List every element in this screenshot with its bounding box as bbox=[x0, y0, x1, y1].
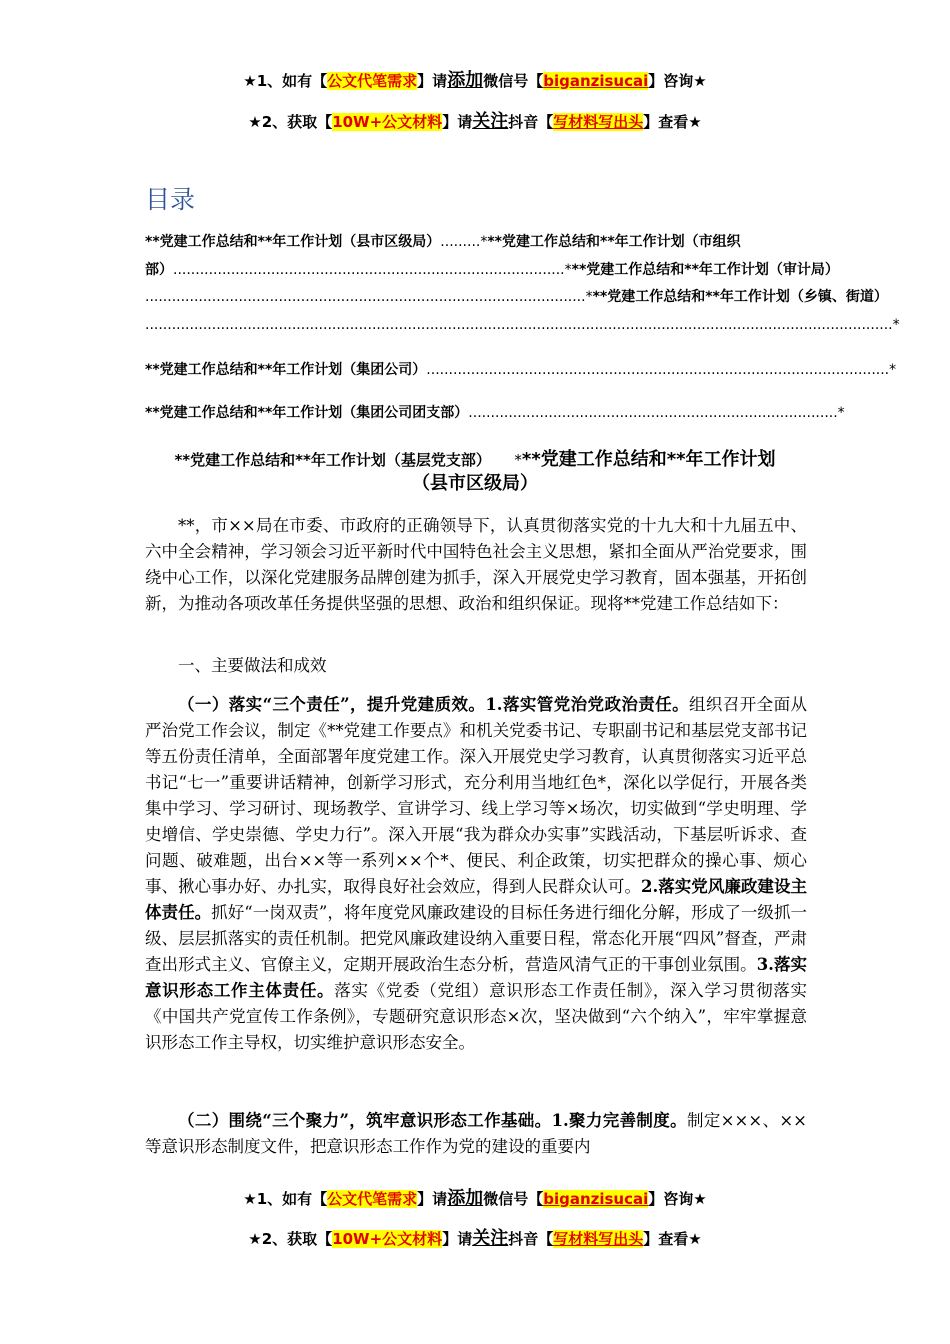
toc-leader: ........................................................................................................................................................................ bbox=[145, 317, 893, 333]
toc-entry-text: **党建工作总结和**年工作计划（集团公司团支部） bbox=[145, 405, 469, 421]
section-heading: 一、主要做法和成效 bbox=[178, 656, 327, 675]
toc-entry[interactable] bbox=[145, 260, 845, 280]
banner-text: 】咨询★ bbox=[648, 1190, 707, 1208]
banner-emphasis: 添加 bbox=[447, 1188, 484, 1209]
toc-leader: ................................................................................... bbox=[468, 405, 838, 421]
banner-text: 抖音【 bbox=[508, 1230, 554, 1248]
toc-entry-text: **党建工作总结和**年工作计划（审计局） bbox=[571, 262, 839, 278]
toc-entry-text: **党建工作总结和**年工作计划（集团公司） bbox=[145, 362, 427, 378]
bold-lead: （二）围绕“三个聚力”，筑牢意识形态工作基础。1.聚力完善制度。 bbox=[178, 1111, 687, 1130]
document-heading bbox=[145, 448, 805, 472]
intro-paragraph: **，市××局在市委、市政府的正确领导下，认真贯彻落实党的十九大和十九届五中、六中全会精神，学习领会习近平新时代中国特色社会主义思想，紧扣全面从严治党要求，围绕中心工作，以深化党建服务品牌创建为抓手，深入开展党史学习教育，固本强基，开拓创新，为推动各项改革任务提供坚强的思想、政治和组织保证。现将**党建工作总结如下： bbox=[145, 516, 807, 613]
toc-entry[interactable] bbox=[145, 232, 845, 252]
toc-entry-text: 部） bbox=[145, 262, 173, 278]
banner-highlight: 10W+公文材料 bbox=[332, 113, 443, 131]
banner-text: ★2、获取【 bbox=[248, 1230, 333, 1248]
page-title: **党建工作总结和**年工作计划 bbox=[521, 449, 776, 470]
banner-text: 】咨询★ bbox=[648, 72, 707, 90]
toc-page: * bbox=[585, 289, 593, 305]
toc-leader: ........................................................................................................ bbox=[426, 362, 890, 378]
page-subtitle: （县市区级局） bbox=[412, 473, 538, 494]
banner-line-2 bbox=[0, 111, 950, 133]
banner-text: 】请 bbox=[442, 1230, 473, 1248]
toc-entry-text: **党建工作总结和**年工作计划（乡镇、街道） bbox=[592, 289, 888, 305]
banner-emphasis: 关注 bbox=[472, 1228, 509, 1249]
banner-text: 】查看★ bbox=[643, 113, 702, 131]
wechat-id-highlight: biganzisucai bbox=[543, 72, 649, 90]
toc-page: * bbox=[837, 405, 845, 421]
toc-leader: ........................................................................................ bbox=[173, 262, 565, 278]
toc-leader: ......... bbox=[440, 234, 481, 250]
body-paragraph bbox=[145, 1108, 807, 1160]
banner-text: 】请 bbox=[417, 1190, 448, 1208]
toc-entry[interactable] bbox=[145, 315, 900, 335]
wechat-id-highlight: biganzisucai bbox=[543, 1190, 649, 1208]
paragraph-text: 落实《党委（党组）意识形态工作责任制》，深入学习贯彻落实《中国共产党宣传工作条例》，专题研究意识形态×次，坚决做到“六个纳入”，牢牢掌握意识形态工作主导权，切实维护意识形态安全。 bbox=[145, 981, 808, 1052]
banner-text: 】请 bbox=[442, 113, 473, 131]
toc-entry-text: **党建工作总结和**年工作计划（市组织 bbox=[487, 234, 741, 250]
toc-entry-text: **党建工作总结和**年工作计划（县市区级局） bbox=[145, 234, 441, 250]
bold-lead: 3.落实意识形态工作主体责任。 bbox=[145, 955, 807, 1000]
banner-text: ★2、获取【 bbox=[248, 113, 333, 131]
toc-entry[interactable] bbox=[145, 403, 845, 423]
banner-text: 微信号【 bbox=[483, 1190, 544, 1208]
douyin-id-highlight: 写材料写出头 bbox=[553, 1230, 644, 1248]
banner-emphasis: 添加 bbox=[447, 70, 484, 91]
banner-text: ★1、如有【 bbox=[243, 72, 328, 90]
toc-page: * bbox=[889, 362, 897, 378]
toc-entry[interactable] bbox=[145, 360, 897, 380]
banner-highlight: 公文代笔需求 bbox=[327, 72, 418, 90]
banner-text: 微信号【 bbox=[483, 72, 544, 90]
banner-text: ★1、如有【 bbox=[243, 1190, 328, 1208]
banner-highlight: 10W+公文材料 bbox=[332, 1230, 443, 1248]
bold-lead: （一）落实“三个责任”，提升党建质效。1.落实管党治党政治责任。 bbox=[178, 695, 690, 714]
banner-text: 】请 bbox=[417, 72, 448, 90]
body-paragraph bbox=[145, 692, 807, 1056]
toc-page: * bbox=[514, 451, 522, 469]
paragraph-text: 制定×××、××等意识形态制度文件，把意识形态工作作为党的建设的重要内 bbox=[145, 1111, 807, 1156]
douyin-id-highlight: 写材料写出头 bbox=[553, 113, 644, 131]
banner-text: 抖音【 bbox=[508, 113, 554, 131]
banner-emphasis: 关注 bbox=[472, 111, 509, 132]
banner-line-1 bbox=[0, 70, 950, 92]
toc-entry-text: **党建工作总结和**年工作计划（基层党支部） bbox=[174, 451, 491, 469]
banner-highlight: 公文代笔需求 bbox=[327, 1190, 418, 1208]
toc-title: 目录 bbox=[145, 185, 196, 214]
banner-line-1 bbox=[0, 1188, 950, 1210]
toc-page: * bbox=[892, 317, 900, 333]
toc-leader: ................................................................................................... bbox=[145, 289, 586, 305]
banner-line-2 bbox=[0, 1228, 950, 1250]
toc-page: * bbox=[480, 234, 488, 250]
toc-entry[interactable] bbox=[145, 287, 888, 307]
banner-text: 】查看★ bbox=[643, 1230, 702, 1248]
paragraph-text: 组织召开全面从严治党工作会议，制定《**党建工作要点》和机关党委书记、专职副书记和基层党支部书记等五份责任清单，全面部署年度党建工作。深入开展党史学习教育，认真贯彻落实习近平总书记“七一”重要讲话精神，创新学习形式，充分利用当地红色*，深化以学促行，开展各类集中学习、学习研讨、现场教学、宣讲学习、线上学习等×场次，切实做到“学史明理、学史增信、学史崇德、学史力行”。深入开展“我为群众办实事”实践活动，下基层听诉求、查问题、破难题，出台××等一系列××个*、便民、利企政策，切实把群众的操心事、烦心事、揪心事办好、办扎实，取得良好社会效应，得到人民群众认可。 bbox=[145, 695, 807, 896]
toc-page: * bbox=[564, 262, 572, 278]
bold-lead: 2.落实党风廉政建设主体责任。 bbox=[145, 877, 808, 922]
paragraph-text: 抓好“一岗双责”，将年度党风廉政建设的目标任务进行细化分解，形成了一级抓一级、层层抓落实的责任机制。把党风廉政建设纳入重要日程，常态化开展“四风”督查，严肃查出形式主义、官僚主义，定期开展政治生态分析，营造风清气正的干事创业氛围。 bbox=[145, 903, 808, 974]
